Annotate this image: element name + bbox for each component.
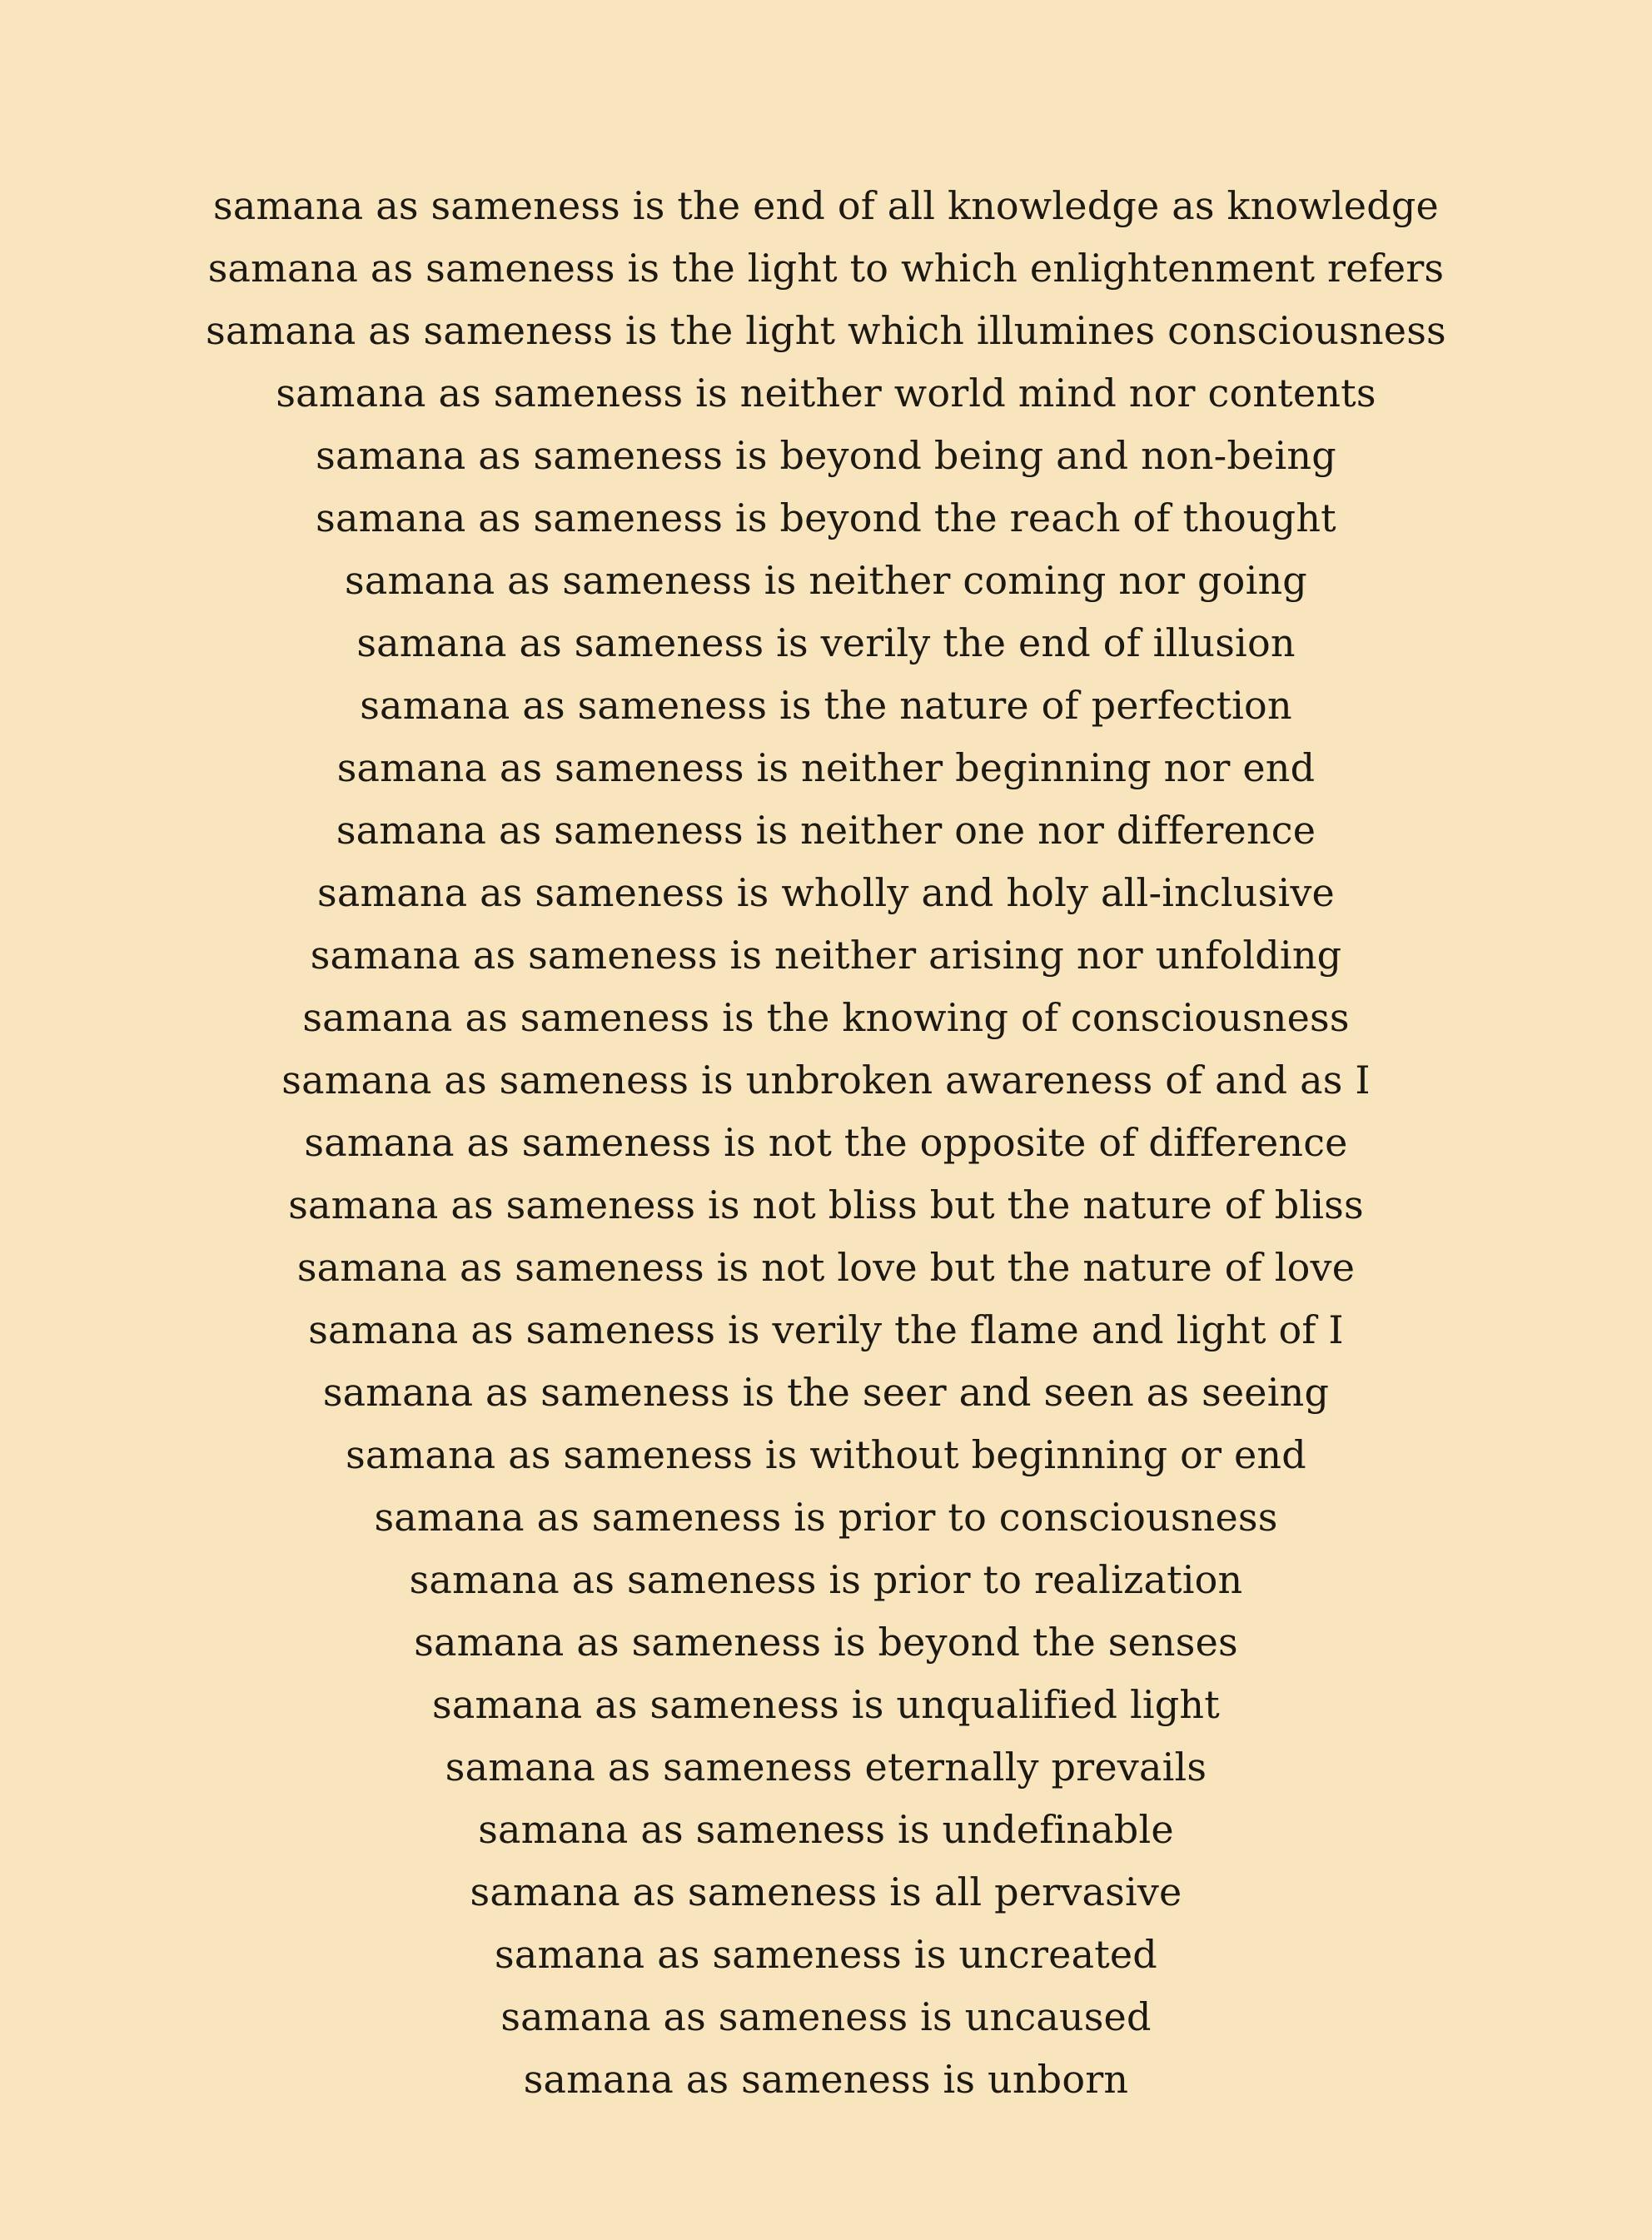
poem-line: samana as sameness is the light which illumines consciousness	[206, 308, 1446, 353]
poem-line: samana as sameness is undefinable	[478, 1807, 1174, 1852]
poem-line: samana as sameness is not the opposite of difference	[304, 1120, 1348, 1165]
poem-line: samana as sameness is the end of all knowledge as knowledge	[213, 183, 1439, 228]
poem-line: samana as sameness is the seer and seen as seeing	[322, 1370, 1330, 1415]
poem-line: samana as sameness is verily the end of illusion	[356, 620, 1296, 665]
poem-line: samana as sameness is neither arising nor unfolding	[310, 933, 1342, 978]
poem	[0, 175, 1652, 2111]
poem-line: samana as sameness eternally prevails	[445, 1745, 1207, 1790]
poem-line: samana as sameness is beyond being and non-being	[316, 433, 1336, 478]
poem-line: samana as sameness is uncreated	[495, 1932, 1157, 1977]
poem-line: samana as sameness is the nature of perfection	[360, 683, 1292, 728]
poem-line: samana as sameness is unborn	[523, 2057, 1129, 2102]
poem-line: samana as sameness is the knowing of consciousness	[302, 995, 1350, 1040]
poem-line: samana as sameness is unqualified light	[432, 1682, 1220, 1727]
poem-line: samana as sameness is the light to which enlightenment refers	[207, 246, 1445, 291]
poem-line: samana as sameness is all pervasive	[470, 1869, 1182, 1914]
poem-line: samana as sameness is without beginning or end	[346, 1432, 1306, 1477]
poem-line: samana as sameness is prior to consciousness	[374, 1495, 1278, 1540]
poem-line: samana as sameness is not love but the nature of love	[296, 1245, 1356, 1290]
poem-line: samana as sameness is verily the flame and light of I	[308, 1307, 1344, 1352]
poem-line: samana as sameness is neither beginning nor end	[336, 745, 1316, 790]
poem-line: samana as sameness is beyond the reach of thought	[316, 495, 1336, 540]
poem-line: samana as sameness is prior to realization	[409, 1557, 1243, 1602]
poem-line: samana as sameness is neither one nor difference	[336, 808, 1316, 853]
poem-line: samana as sameness is not bliss but the nature of bliss	[288, 1182, 1364, 1227]
poem-line: samana as sameness is beyond the senses	[414, 1620, 1238, 1665]
poem-line: samana as sameness is uncaused	[500, 1994, 1152, 2039]
poem-line: samana as sameness is unbroken awareness of and as I	[281, 1058, 1371, 1103]
poem-line: samana as sameness is wholly and holy all-inclusive	[317, 870, 1335, 915]
poem-line: samana as sameness is neither world mind nor contents	[276, 371, 1376, 416]
poem-line: samana as sameness is neither coming nor going	[345, 558, 1307, 603]
